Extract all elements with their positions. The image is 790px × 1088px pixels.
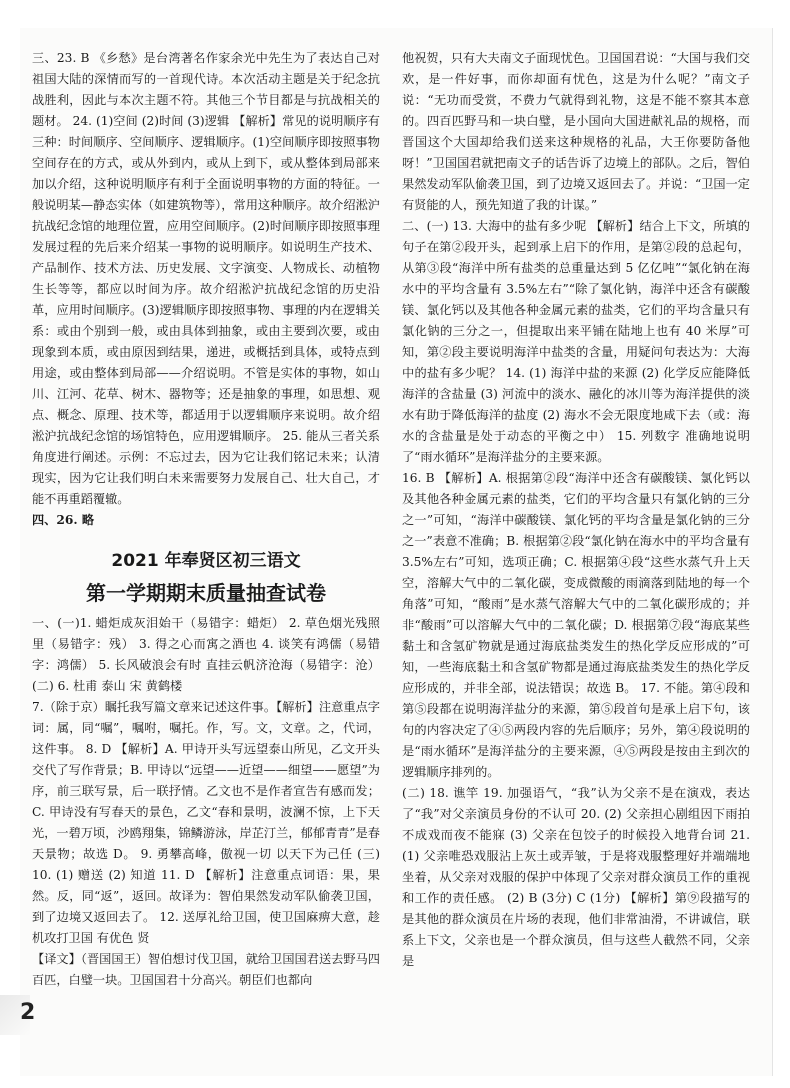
- translation-continued: 他祝贺，只有大夫南文子面现忧色。卫国国君说：“大国与我们交欢，是一件好事，而你却面有忧色，这是为什么呢？”南文子说：“无功而受赏，不费力气就得到礼物，这是不能不察其本意的。四百匹野马和一块白璧，是小国向大国进献礼品的规格，而晋国这个大国却给我们送来这种规格的礼品，大王你要防备他呀！”卫国国君就把南文子的话告诉了边境上的部队。之后，智伯果然发动军队偷袭卫国，到了边境又返回去了。并说：“卫国一定有贤能的人，预先知道了我的计谋。”: [402, 51, 750, 212]
- page-number: 2: [20, 1000, 36, 1025]
- translation-block: 【译文】（晋国国王）智伯想讨伐卫国，就给卫国国君送去野马四百匹，白璧一块。卫国国君十分高兴。朝臣们也都向: [32, 952, 380, 987]
- answer-block: 7.（除于京）瞩托我写篇文章来记述这件事。【解析】注意重点字词：属，同“嘱”，嘱咐，嘱托。作，写。文，文章。之，代词，这件事。 8. D 【解析】A. 甲诗开头写远望泰山所见，乙文开头交代了写作背景；B. 甲诗以“远望——近望——细望——愿望”为序，前三联写景，后一联抒情。乙文也不是作者宣告有感而发；C. 甲诗没有写春天的景色，乙文“春和景明，波澜不惊，上下天光，一碧万顷，沙鸥翔集，锦鳞游泳，岸芷汀兰，郁郁青青”是春天景物；故选 D。 9. 勇攀高峰，傲视一切 以天下为己任 (三) 10. (1) 赠送 (2) 知道 11. D 【解析】注意重点词语：果，果然。反，同“返”，返回。故译为：智伯果然发动军队偷袭卫国，到了边境又返回去了。 12. 送厚礼给卫国，使卫国麻痹大意，趁机攻打卫国 有优色 贤: [32, 700, 380, 945]
- answer-block: 一、(一)1. 蜡炬成灰泪始干（易错字：蜡炬） 2. 草色烟光残照里（易错字：残） 3. 得之心而寓之酒也 4. 谈笑有鸿儒（易错字：鸿儒） 5. 长风破浪会有时 直挂云帆济沧海（易错字：沧） (二) 6. 杜甫 泰山 宋 黄鹤楼: [32, 616, 380, 693]
- answer-block: 16. B 【解析】A. 根据第②段“海洋中还含有碳酸镁、氯化钙以及其他各种金属元素的盐类，它们的平均含量只有氯化钠的三分之一”可知，“海洋中碳酸镁、氯化钙的平均含量是氯化钠的三分之一”表意不准确；B. 根据第②段“氯化钠在海水中的平均含量有 3.5%左右”可知，选项正确；C. 根据第④段“这些水蒸气升上天空，溶解大气中的二氧化碳，变成微酸的雨滴落到陆地的每一个角落”可知，“酸雨”是水蒸气溶解大气中的二氧化碳形成的；并非“酸雨”可以溶解大气中的二氧化碳；D. 根据第⑦段“海底某些黏土和含氢矿物就是通过海底盐类发生的热化学反应形成的”可知，一些海底黏土和含氢矿物都是通过海底盐类发生的热化学反应形成的，并非全部，说法错误；故选 B。 17. 不能。第④段和第⑤段都在说明海洋盐分的来源，第⑤段首句是承上启下句，该句的内容决定了④⑤两段内容的先后顺序；另外，第④段说明的是“雨水循环”是海洋盐分的主要来源，④⑤两段是按由主到次的逻辑顺序排列的。: [402, 471, 750, 779]
- answer-block: (二) 18. 谯竿 19. 加强语气，“我”认为父亲不是在演戏，表达了“我”对父亲演员身份的不认可 20. (2) 父亲担心剧组因下雨拍不成戏而夜不能寐 (3) 父亲在包饺子的时候投入地背台词 21. (1) 父亲唯恐戏服沾上灰土或弄皱，于是将戏服整理好并端端地坐着，从父亲对戏服的保护中体现了父亲对群众演员工作的重视和工作的责任感。 (2) B (3分) C (1分) 【解析】第⑨段描写的是其他的群众演员在片场的表现，他们非常油滑，不讲诚信，联系上下文，父亲也是一个群众演员，但与这些人截然不同，父亲是: [402, 786, 750, 968]
- answer-block: 二、(一) 13. 大海中的盐有多少呢 【解析】结合上下文，所填的句子在第②段开头，起到承上启下的作用，是第②段的总起句，从第③段“海洋中所有盐类的总重量达到 5 亿亿吨”“氯化钠在海水中的平均含量有 3.5%左右”“除了氯化钠，海洋中还含有碳酸镁、氯化钙以及其他各种金属元素的盐类，它们的平均含量只有氯化钠的三分之一，但提取出来平铺在陆地上也有 40 米厚”可知，第②段主要说明海洋中盐类的含量，用疑问句表达为：大海中的盐有多少呢？ 14. (1) 海洋中盐的来源 (2) 化学反应能降低海洋的含盐量 (3) 河流中的淡水、融化的冰川等为海洋提供的淡水有助于降低海洋的盐度 (2) 海水不会无限度地咸下去（或：海水的含盐量是处于动态的平衡之中） 15. 列数字 准确地说明了“雨水循环”是海洋盐分的主要来源。: [402, 219, 750, 464]
- answer-page: [20, 28, 773, 1076]
- right-column: [402, 48, 750, 972]
- left-paragraph: 三、23. B 《乡愁》是台湾著名作家余光中先生为了表达自己对祖国大陆的深情而写的一首现代诗。本次活动主题是关于纪念抗战胜利，因此与本次主题不符。其他三个节目都是与抗战相关的题材。 24. (1)空间 (2)时间 (3)逻辑 【解析】常见的说明顺序有三种：时间顺序、空间顺序、逻辑顺序。(1)空间顺序即按照事物空间存在的方式，或从外到内，或从上到下，或从整体到局部来加以介绍，这种说明顺序有利于全面说明事物的方面的特征。一般说明某—静态实体（如建筑物等），常用这种顺序。故介绍淞沪抗战纪念馆的地理位置，应用空间顺序。(2)时间顺序即按照事理发展过程的先后来介绍某一事物的说明顺序。如说明生产技术、产品制作、技术方法、历史发展、文字演变、人物成长、动植物生长等等，都应以时间为序。故介绍淞沪抗战纪念馆的历史沿革，应用时间顺序。(3)逻辑顺序即按照事物、事理的内在逻辑关系：或由个别到一般，或由具体到抽象，或由主要到次要，或由现象到本质，或由原因到结果，递进，或概括到具体，或特点到用途，或由整体到局部——介绍说明。不管是实体的事物，如山川、江河、花草、树木、器物等；还是抽象的事理，如思想、观点、概念、原理、技术等，都适用于以逻辑顺序来说明。故介绍淞沪抗战纪念馆的场馆特色，应用逻辑顺序。 25. 能从三者关系角度进行阐述。示例：不忘过去，因为它让我们铭记未来；认清现实，因为它让我们明白未来需要努力发展自己、壮大自己，才能不再重蹈覆辙。: [32, 51, 380, 506]
- left-column: [32, 48, 380, 991]
- document-title-line2: 第一学期期末质量抽查试卷: [86, 581, 326, 605]
- document-title-line1: 2021 年奉贤区初三语文: [111, 551, 301, 571]
- section-four-answer: 四、26. 略: [32, 513, 95, 527]
